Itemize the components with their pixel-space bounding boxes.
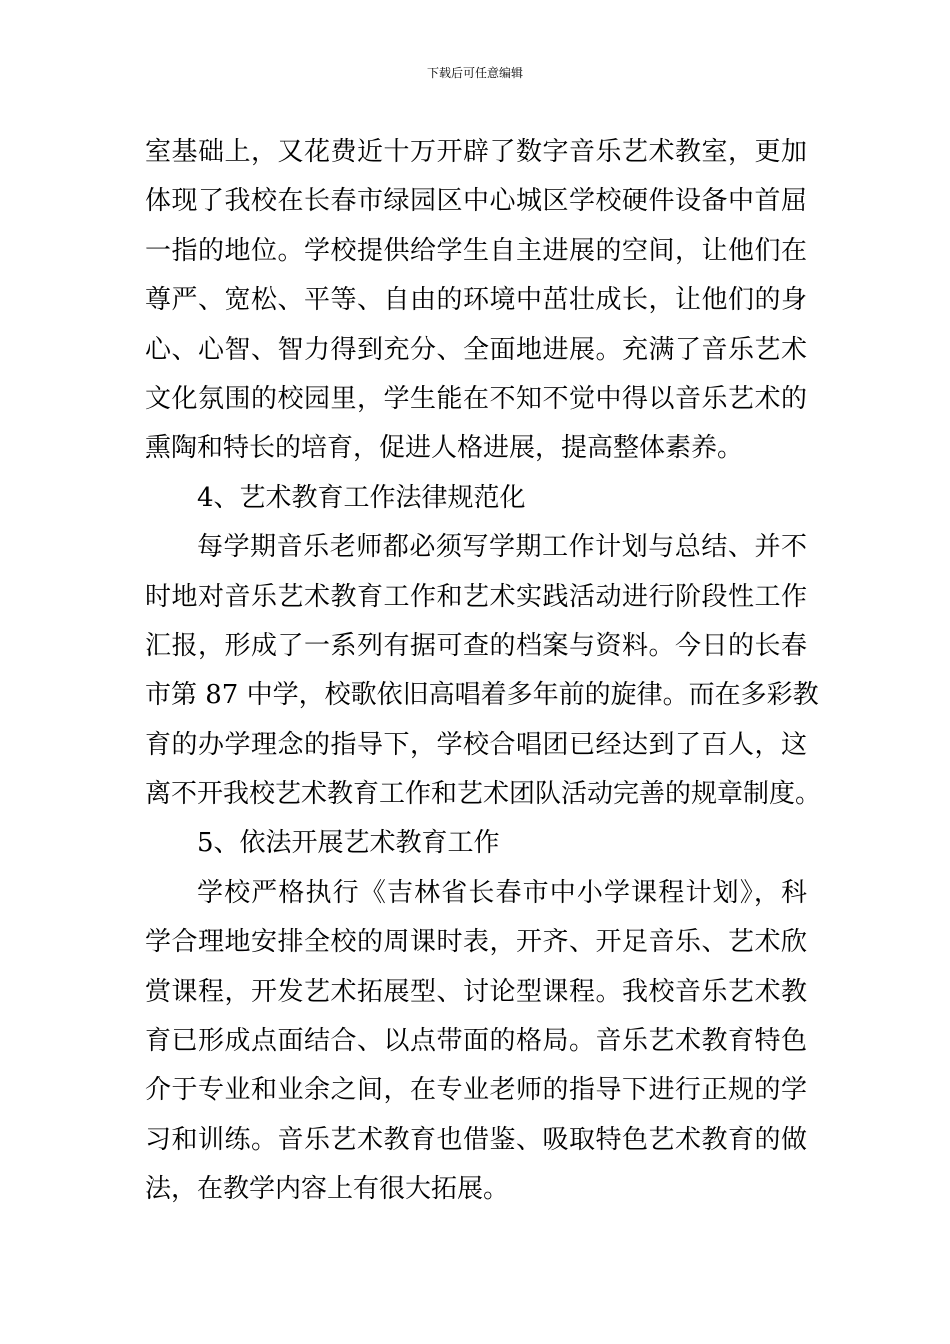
text-line: 尊严、宽松、平等、自由的环境中茁壮成长，让他们的身 (145, 285, 807, 316)
text-line: 育已形成点面结合、以点带面的格局。音乐艺术教育特色 (145, 1026, 807, 1057)
text-line: 习和训练。音乐艺术教育也借鉴、吸取特色艺术教育的做 (145, 1124, 807, 1155)
text-line: 学校严格执行《吉林省长春市中小学课程计划》，科 (197, 877, 807, 908)
text-line: 学合理地安排全校的周课时表，开齐、开足音乐、艺术欣 (145, 927, 807, 958)
text-line: 熏陶和特长的培育，促进人格进展，提高整体素养。 (145, 433, 744, 464)
paragraph-work-regulation (145, 523, 822, 819)
text-line: 文化氛围的校园里，学生能在不知不觉中得以音乐艺术的 (145, 383, 807, 414)
text-line: 一指的地位。学校提供给学生自主进展的空间，让他们在 (145, 235, 807, 266)
text-line: 时地对音乐艺术教育工作和艺术实践活动进行阶段性工作 (145, 581, 807, 612)
text-line: 体现了我校在长春市绿园区中心城区学校硬件设备中首屈 (145, 186, 807, 217)
text-line: 室基础上，又花费近十万开辟了数字音乐艺术教室，更加 (145, 137, 807, 167)
text-line: 每学期音乐老师都必须写学期工作计划与总结、并不 (197, 532, 807, 563)
text-line: 法，在教学内容上有很大拓展。 (145, 1174, 510, 1205)
text-line: 赏课程，开发艺术拓展型、讨论型课程。我校音乐艺术教 (145, 976, 807, 1007)
section-heading: 5、依法开展艺术教育工作 (197, 828, 500, 859)
page-header-note: 下载后可任意编辑 (426, 66, 523, 80)
text-line: 市第 87 中学，校歌依旧高唱着多年前的旋律。而在多彩教 (145, 680, 819, 711)
text-line: 汇报，形成了一系列有据可查的档案与资料。今日的长春 (145, 630, 807, 661)
text-line: 育的办学理念的指导下，学校合唱团已经达到了百人，这 (145, 729, 807, 760)
text-line: 心、心智、智力得到充分、全面地进展。充满了音乐艺术 (145, 334, 807, 365)
text-line: 介于专业和业余之间，在专业老师的指导下进行正规的学 (145, 1075, 807, 1106)
paragraph-school-facilities (145, 128, 807, 474)
text-line: 离不开我校艺术教育工作和艺术团队活动完善的规章制度。 (145, 779, 822, 810)
document-body (145, 128, 822, 1215)
paragraph-curriculum (145, 869, 807, 1215)
section-heading: 4、艺术教育工作法律规范化 (197, 482, 526, 513)
